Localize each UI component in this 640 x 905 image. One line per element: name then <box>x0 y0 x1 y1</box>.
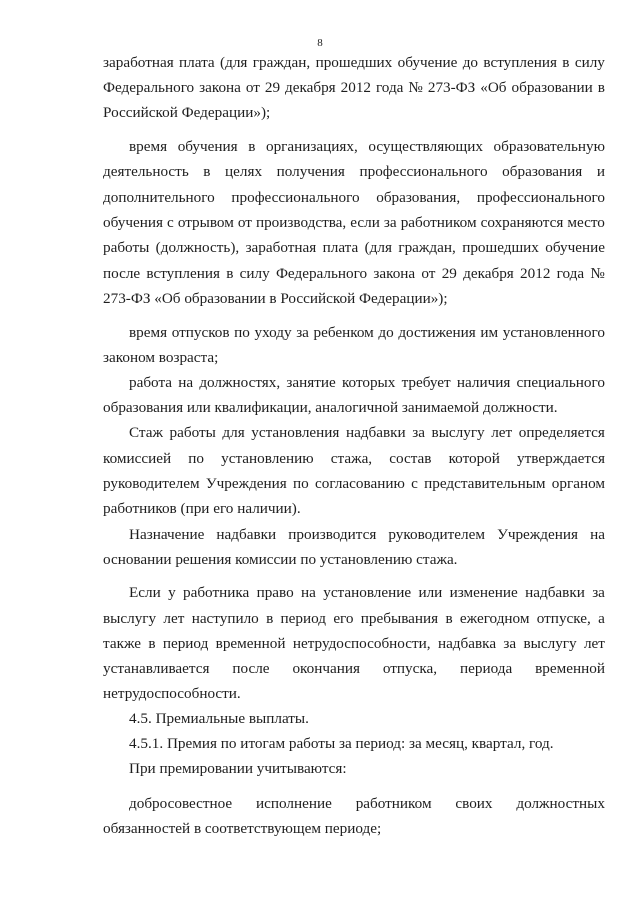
text-line: руководителем Учреждения по согласованию с представительным органом <box>103 475 605 492</box>
text-line: деятельность в целях получения профессионального образования и <box>103 163 605 180</box>
text-line: При премировании учитываются: <box>129 760 347 777</box>
text-line: нетрудоспособности. <box>103 685 241 702</box>
text-line: основании решения комиссии по установлению стажа. <box>103 551 458 568</box>
text-line: 273-ФЗ «Об образовании в Российской Федерации»); <box>103 290 448 307</box>
text-line: время обучения в организациях, осуществляющих образовательную <box>129 138 605 155</box>
text-line: устанавливается после окончания отпуска, периода временной <box>103 660 605 677</box>
text-line: работников (при его наличии). <box>103 500 301 517</box>
text-line: выслугу лет наступило в период его пребывания в ежегодном отпуске, а <box>103 610 605 627</box>
text-line: также в период временной нетрудоспособности, надбавка за выслугу лет <box>103 635 605 652</box>
text-line: Если у работника право на установление или изменение надбавки за <box>129 584 605 601</box>
text-line: дополнительного профессионального образования, профессионального <box>103 189 605 206</box>
text-line: Назначение надбавки производится руководителем Учреждения на <box>129 526 605 543</box>
text-line: Федерального закона от 29 декабря 2012 года № 273-ФЗ «Об образовании в <box>103 79 605 96</box>
text-line: добросовестное исполнение работником своих должностных <box>129 795 605 812</box>
text-line: заработная плата (для граждан, прошедших обучение до вступления в силу <box>103 54 605 71</box>
text-line: Российской Федерации»); <box>103 104 271 121</box>
text-line: обучения с отрывом от производства, если за работником сохраняются место <box>103 214 605 231</box>
page-number: 8 <box>317 37 323 49</box>
text-line: законом возраста; <box>103 349 219 366</box>
text-line: 4.5.1. Премия по итогам работы за период: за месяц, квартал, год. <box>129 735 554 752</box>
text-line: комиссией по установлению стажа, состав которой утверждается <box>103 450 605 467</box>
text-line: время отпусков по уходу за ребенком до достижения им установленного <box>129 324 605 341</box>
text-line: образования или квалификации, аналогичной занимаемой должности. <box>103 399 558 416</box>
text-line: работа на должностях, занятие которых требует наличия специального <box>129 374 605 391</box>
text-line: Стаж работы для установления надбавки за выслугу лет определяется <box>129 424 605 441</box>
text-line: 4.5. Премиальные выплаты. <box>129 710 309 727</box>
text-line: работы (должность), заработная плата (для граждан, прошедших обучение <box>103 239 605 256</box>
text-line: обязанностей в соответствующем периоде; <box>103 820 382 837</box>
text-line: после вступления в силу Федерального закона от 29 декабря 2012 года № <box>103 265 605 282</box>
